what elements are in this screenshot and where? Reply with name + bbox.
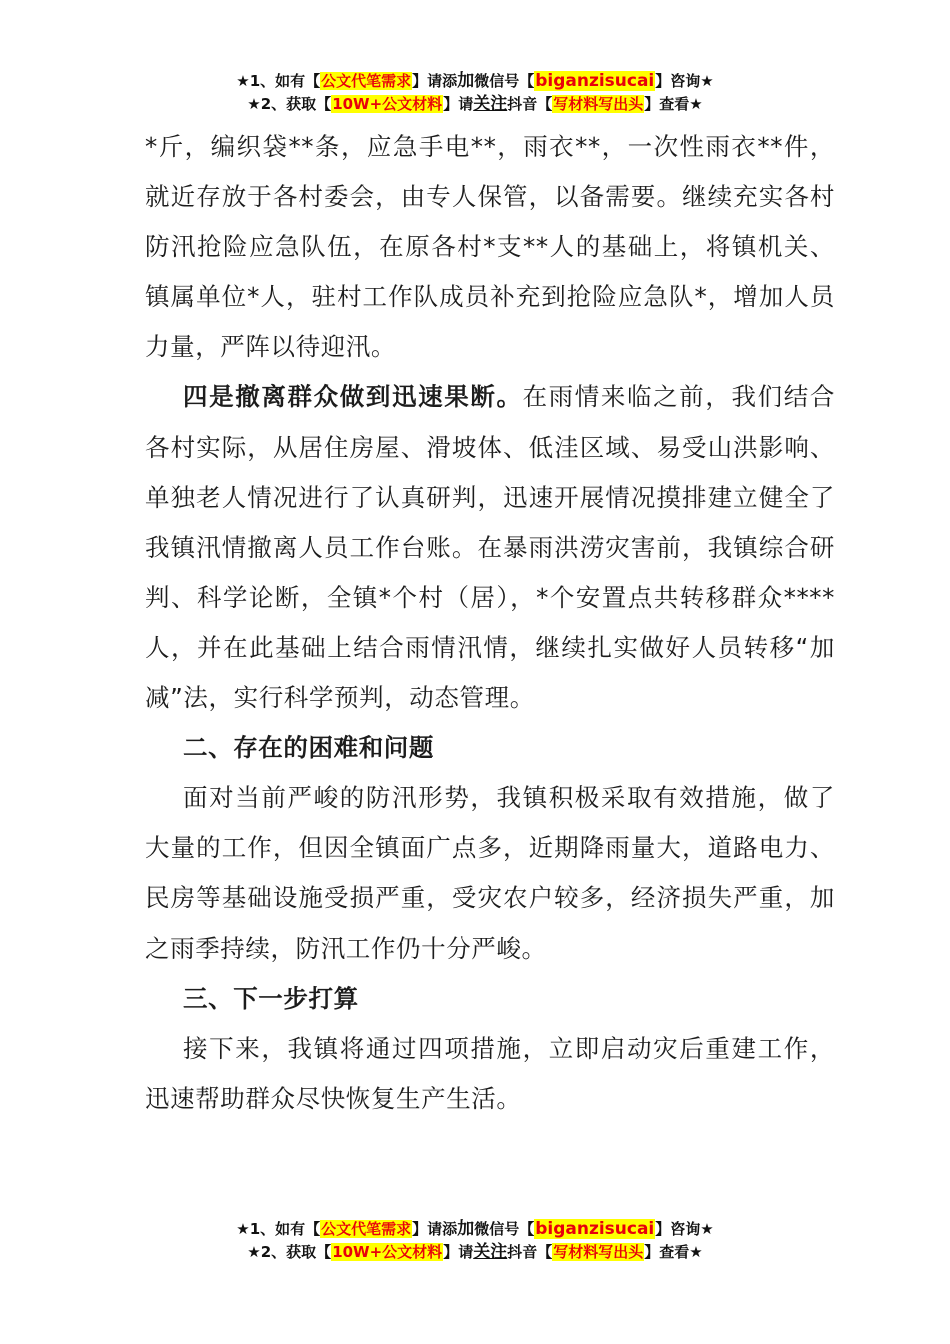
banner-text: ★1、如有【: [236, 72, 321, 90]
banner-text: 】请添: [412, 1220, 458, 1238]
paragraph: 面对当前严峻的防汛形势，我镇积极采取有效措施，做了大量的工作，但因全镇面广点多，近期降雨量大，道路电力、民房等基础设施受损严重，受灾农户较多，经济损失严重，加之雨季持续，防汛工作仍十分严峻。: [145, 783, 835, 963]
section-heading: 二、存在的困难和问题: [183, 733, 434, 763]
banner-emphasis: 关注: [473, 94, 508, 114]
banner-emphasis: 加: [457, 71, 475, 91]
highlight-douyin-account: 写材料写出头: [553, 1243, 644, 1261]
banner-line-1: [0, 70, 950, 93]
footer-banner: [0, 1218, 950, 1264]
banner-text: ★2、获取【: [247, 1243, 332, 1261]
banner-line-2: [0, 1241, 950, 1264]
highlight-service: 公文代笔需求: [321, 72, 412, 90]
highlight-materials: 10W+公文材料: [332, 95, 443, 113]
banner-text: ★1、如有【: [236, 1220, 321, 1238]
banner-text: 】咨询★: [655, 1220, 714, 1238]
highlight-douyin-account: 写材料写出头: [553, 95, 644, 113]
banner-text: 】请: [443, 1243, 474, 1261]
paragraph-text: 在雨情来临之前，我们结合各村实际，从居住房屋、滑坡体、低洼区域、易受山洪影响、单独老人情况进行了认真研判，迅速开展情况摸排建立健全了我镇汛情撤离人员工作台账。在暴雨洪涝灾害前，我镇综合研判、科学论断，全镇*个村（居），*个安置点共转移群众****人，并在此基础上结合雨情汛情，继续扎实做好人员转移“加减”法，实行科学预判，动态管理。: [145, 382, 835, 713]
paragraph: 接下来，我镇将通过四项措施，立即启动灾后重建工作，迅速帮助群众尽快恢复生产生活。: [145, 1033, 835, 1113]
banner-text: 抖音【: [507, 95, 553, 113]
banner-text: 】咨询★: [655, 72, 714, 90]
highlight-wechat-id: biganzisucai: [535, 71, 655, 91]
document-body: [145, 122, 835, 1124]
banner-text: 】查看★: [644, 1243, 703, 1261]
highlight-wechat-id: biganzisucai: [535, 1219, 655, 1239]
highlight-service: 公文代笔需求: [321, 1220, 412, 1238]
banner-emphasis: 加: [457, 1219, 475, 1239]
banner-text: 】请添: [412, 72, 458, 90]
banner-text: 抖音【: [507, 1243, 553, 1261]
paragraph: [145, 372, 835, 723]
highlight-materials: 10W+公文材料: [332, 1243, 443, 1261]
paragraph-lead: 四是撤离群众做到迅速果断。: [183, 382, 523, 412]
banner-text: 微信号【: [474, 1220, 535, 1238]
banner-line-2: [0, 93, 950, 116]
header-banner: [0, 70, 950, 116]
paragraph: *斤，编织袋**条，应急手电**，雨衣**，一次性雨衣**件，就近存放于各村委会，由专人保管，以备需要。继续充实各村防汛抢险应急队伍，在原各村*支**人的基础上，将镇机关、镇属单位*人，驻村工作队成员补充到抢险应急队*，增加人员力量，严阵以待迎汛。: [145, 132, 835, 362]
section-heading: 三、下一步打算: [183, 983, 359, 1013]
banner-text: 微信号【: [474, 72, 535, 90]
banner-text: ★2、获取【: [247, 95, 332, 113]
banner-text: 】请: [443, 95, 474, 113]
banner-text: 】查看★: [644, 95, 703, 113]
banner-emphasis: 关注: [473, 1242, 508, 1262]
banner-line-1: [0, 1218, 950, 1241]
